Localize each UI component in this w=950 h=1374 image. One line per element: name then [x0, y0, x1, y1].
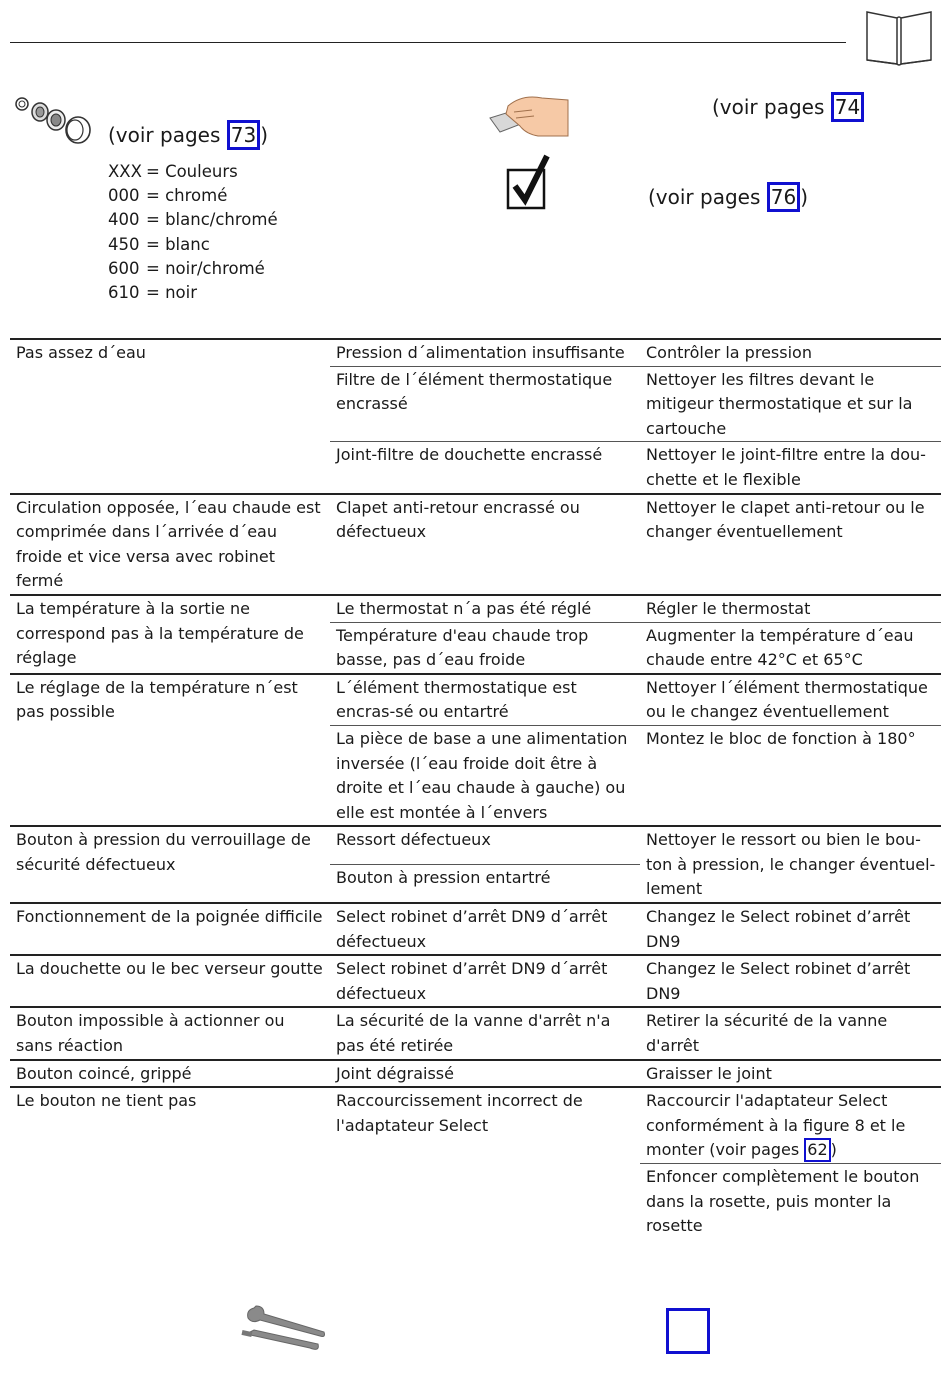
cause-cell: Select robinet d’arrêt DN9 d´arrêt défectueux — [330, 955, 640, 1007]
problem-cell: Bouton à pression du verrouillage de sécurité défectueux — [10, 826, 330, 903]
page-link-73[interactable]: 73 — [227, 120, 260, 150]
cleaning-hand-icon — [486, 92, 572, 142]
manual-book-icon — [864, 8, 934, 68]
solution-cell: Changez le Select robinet d’arrêt DN9 — [640, 903, 941, 955]
table-row — [10, 955, 941, 1007]
table-row — [10, 674, 941, 726]
problem-cell: Le réglage de la température n´est pas possible — [10, 674, 330, 827]
cause-cell: La pièce de base a une alimentation inversée (l´eau froide doit être à droite et l´eau chaude à gauche) ou elle est montée à l´envers — [330, 725, 640, 826]
solution-cell: Nettoyer le ressort ou bien le bou-ton à pression, le changer éventuel-lement — [640, 826, 941, 903]
cause-cell: Filtre de l´élément thermostatique encrassé — [330, 366, 640, 442]
cause-cell: L´élément thermostatique est encras-sé ou entartré — [330, 674, 640, 726]
solution-cell: Retirer la sécurité de la vanne d'arrêt — [640, 1007, 941, 1059]
solution-cell: Augmenter la température d´eau chaude entre 42°C et 65°C — [640, 622, 941, 674]
checked-box-icon — [505, 152, 553, 212]
cause-cell: Bouton à pression entartré — [330, 865, 640, 903]
table-row — [10, 826, 941, 864]
problem-cell: La douchette ou le bec verseur goutte — [10, 955, 330, 1007]
problem-cell: Pas assez d´eau — [10, 339, 330, 494]
cause-cell: Select robinet d’arrêt DN9 d´arrêt défectueux — [330, 903, 640, 955]
colour-row: 000 = chromé — [108, 186, 228, 206]
table-row — [10, 1060, 941, 1088]
page-link-box[interactable] — [666, 1308, 710, 1354]
problem-cell: Fonctionnement de la poignée difficile — [10, 903, 330, 955]
solution-cell: Nettoyer le joint-filtre entre la dou-chette et le flexible — [640, 442, 941, 494]
cause-cell: Ressort défectueux — [330, 826, 640, 864]
cause-cell: Température d'eau chaude trop basse, pas d´eau froide — [330, 622, 640, 674]
page-link-62[interactable]: 62 — [804, 1138, 830, 1162]
solution-cell: Changez le Select robinet d’arrêt DN9 — [640, 955, 941, 1007]
cause-cell: Le thermostat n´a pas été réglé — [330, 595, 640, 622]
table-row — [10, 494, 941, 595]
solution-cell: Nettoyer le clapet anti-retour ou le changer éventuellement — [640, 494, 941, 595]
troubleshooting-table — [10, 338, 941, 1239]
tools-wrench-screwdriver-icon — [240, 1300, 330, 1360]
header-rule — [10, 42, 846, 43]
solution-cell: Raccourcir l'adaptateur Select conformément à la figure 8 et le monter (voir pages 62 ) — [640, 1087, 941, 1163]
voir-pages-left: (voir pages 73 ) — [108, 120, 268, 150]
table-row — [10, 1007, 941, 1059]
colour-codes-list — [108, 160, 278, 305]
page-link-74[interactable]: 74 — [831, 92, 864, 122]
colour-row: 610 = noir — [108, 283, 197, 303]
problem-cell: La température à la sortie ne correspond pas à la température de réglage — [10, 595, 330, 674]
voir-pages-right-top: (voir pages 74 — [712, 92, 864, 122]
table-row — [10, 903, 941, 955]
problem-cell: Bouton coincé, grippé — [10, 1060, 330, 1088]
cause-cell: Joint-filtre de douchette encrassé — [330, 442, 640, 494]
problem-cell: Circulation opposée, l´eau chaude est comprimée dans l´arrivée d´eau froide et vice versa avec robinet fermé — [10, 494, 330, 595]
cause-cell: Clapet anti-retour encrassé ou défectueux — [330, 494, 640, 595]
problem-cell: Bouton impossible à actionner ou sans réaction — [10, 1007, 330, 1059]
cause-cell: La sécurité de la vanne d'arrêt n'a pas été retirée — [330, 1007, 640, 1059]
solution-cell: Nettoyer les filtres devant le mitigeur thermostatique et sur la cartouche — [640, 366, 941, 442]
table-row — [10, 595, 941, 622]
colour-row: 600 = noir/chromé — [108, 258, 265, 278]
voir-pages-right-mid: (voir pages 76 ) — [648, 182, 808, 212]
page-link-76[interactable]: 76 — [767, 182, 800, 212]
solution-cell: Régler le thermostat — [640, 595, 941, 622]
table-row — [10, 1087, 941, 1163]
cause-cell: Joint dégraissé — [330, 1060, 640, 1088]
solution-cell: Contrôler la pression — [640, 339, 941, 366]
solution-cell: Montez le bloc de fonction à 180° — [640, 725, 941, 826]
table-row — [10, 339, 941, 366]
cause-cell: Raccourcissement incorrect de l'adaptateur Select — [330, 1087, 640, 1239]
colour-row: 450 = blanc — [108, 234, 210, 254]
solution-cell: Nettoyer l´élément thermostatique ou le changez éventuellement — [640, 674, 941, 726]
solution-cell: Graisser le joint — [640, 1060, 941, 1088]
colour-row: XXX = Couleurs — [108, 162, 238, 181]
solution-cell: Enfoncer complètement le bouton dans la rosette, puis monter la rosette — [640, 1164, 941, 1239]
colour-row: 400 = blanc/chromé — [108, 210, 278, 230]
spare-parts-icon — [12, 92, 96, 148]
problem-cell: Le bouton ne tient pas — [10, 1087, 330, 1239]
cause-cell: Pression d´alimentation insuffisante — [330, 339, 640, 366]
